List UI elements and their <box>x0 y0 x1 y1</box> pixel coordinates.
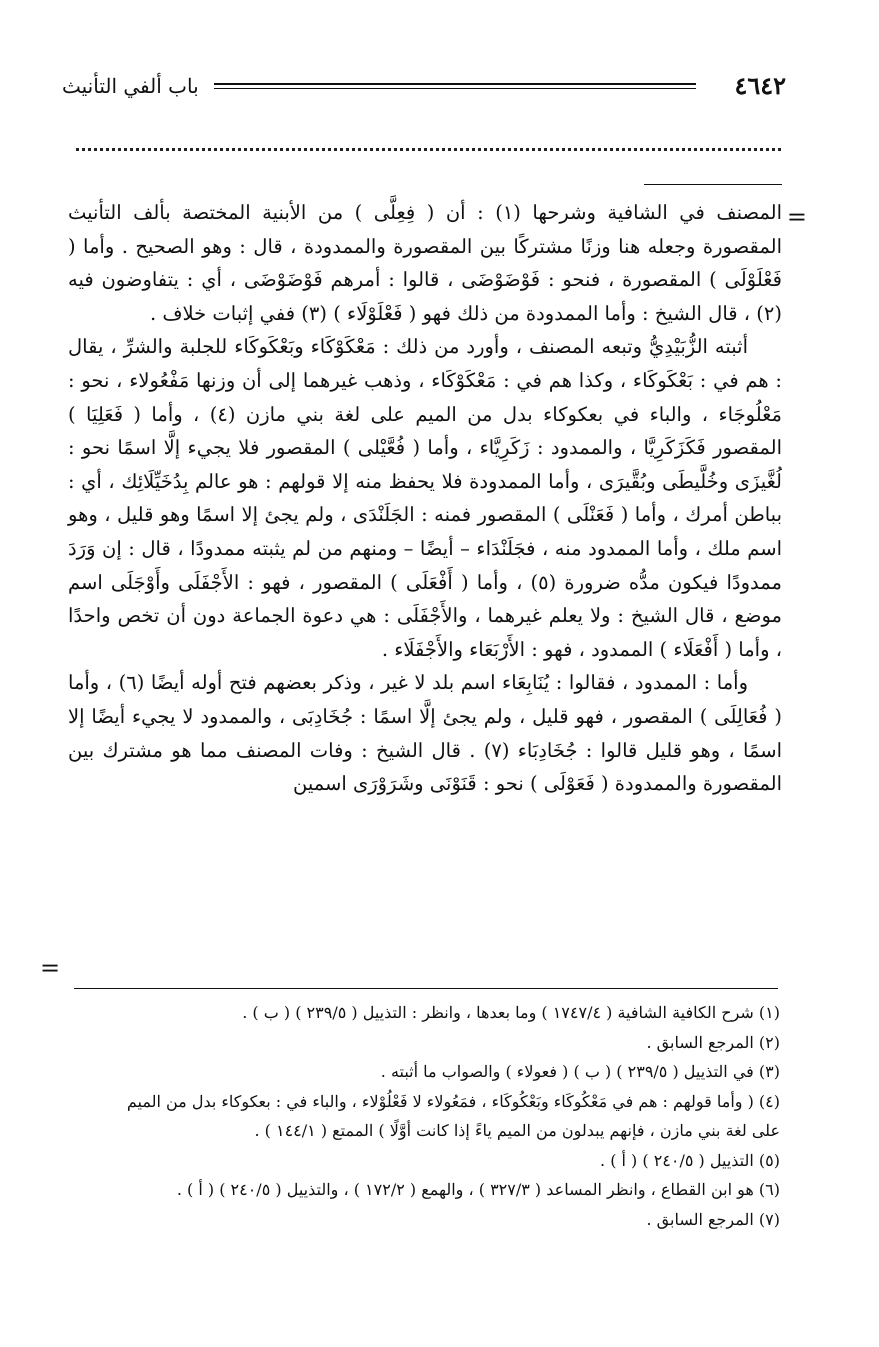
footnote: (٥) التذييل ( ٢٤٠/٥ ) ( أ ) . <box>600 1150 780 1170</box>
paragraph: وأما : الممدود ، فقالوا : يُنَابِعَاء اسم بلد لا غير ، وذكر بعضهم فتح أوله أيضًا (٦) ، وأما ( فُعَالِلَى ) المقصور ، فهو قليل ، ولم يجئ إلَّا اسمًا : جُخَادِبَى ، والممدود لا يجيء أيضًا إلا اسمًا ، وهو قليل قالوا : جُخَادِبَاء (٧) . قال الشيخ : وفات المصنف مما هو مشترك بين المقصورة والممدودة ( فَعَوْلَى ) نحو : قَنَوْنَى وشَرَوْرَى اسمين <box>68 671 782 796</box>
dotted-separator <box>76 148 781 151</box>
footnote-continuation: على لغة بني مازن ، فإنهم يبدلون من الميم ياءً إذا كانت أوَّلًا ) الممتع ( ١٤٤/١ ) . <box>254 1121 780 1140</box>
footnote-rule <box>74 988 778 989</box>
footnote: (٢) المرجع السابق . <box>646 1032 780 1052</box>
footnote: (٧) المرجع السابق . <box>646 1209 780 1229</box>
paragraph: المصنف في الشافية وشرحها (١) : أن ( فِعِلَّى ) من الأبنية المختصة بألف التأنيث المقصورة وجعله هنا وزنًا مشتركًا بين المقصورة والممدودة ، قال : وهو الصحيح . وأما ( فَعْلَوْلَى ) المقصورة ، فنحو : فَوْضَوْضَى ، قالوا : أمرهم فَوْضَوْضَى ، أي : يتفاوضون فيه (٢) ، قال الشيخ : وأما الممدودة من ذلك فهو ( فَعْلَوْلَاء ) (٣) ففي إثبات خلاف . <box>68 201 783 325</box>
continuation-mark-start: = <box>786 203 807 231</box>
main-text <box>68 196 782 801</box>
paragraph: أثبته الزُّبَيْدِيُّ وتبعه المصنف ، وأورد من ذلك : مَعْكَوْكَاء وبَعْكَوكَاء للجلبة والشرِّ ، يقال : هم في : بَعْكَوكَاء ، وكذا هم في : مَعْكَوْكَاء ، وذهب غيرهما إلى أن وزنها مَفْعُولاء ، نحو : مَعْلُوجَاء ، والباء في بعكوكاء بدل من الميم على لغة بني مازن (٤) ، وأما ( فَعَلِيَا ) المقصور فَكَزَكَرِيَّا ، والممدود : زَكَرِيَّاء ، وأما ( فُعَّيْلى ) المقصور فلا يجيء إلَّا اسمًا نحو : لُغَّيزَى وخُلَّيطَى وبُقَّيرَى ، وأما الممدودة فلا يحفظ منه إلا قولهم : هو عالم بِدُخَيِّلَائِك ، أي : بباطن أمرك ، وأما ( فَعَنْلَى ) المقصور فمنه : الجَلَنْدَى ، ولم يجئ إلا اسمًا وهو قليل ، وهو اسم ملك ، وأما الممدود منه ، فجَلَنْدَاء – أيضًا – ومنهم من لم يثبته ممدودًا ، قال : إن وَرَدَ ممدودًا فيكون مدُّه ضرورة (٥) ، وأما ( أَفْعَلَى ) المقصور ، فهو : الأَجْفَلَى وأَوْجَلَى اسم موضع ، قال الشيخ : ولا يعلم غيرهما ، والأَجْفَلَى : هي دعوة الجماعة دون أن تخص واحدًا ، وأما ( أَفْعَلَاء ) الممدود ، فهو : الأَرْبَعَاء والأَجْفَلَاء . <box>68 335 783 661</box>
footnote: (١) شرح الكافية الشافية ( ١٧٤٧/٤ ) وما بعدها ، وانظر : التذييل ( ٢٣٩/٥ ) ( ب ) . <box>242 1003 780 1022</box>
footnotes <box>68 998 780 1234</box>
footnote: (٤) ( وأما قولهم : هم في مَعْكُوكَاء وبَعْكُوكَاء ، فمَعُولاء لا فَعْلُوْلاء ، والباء في : بعكوكاء بدل من الميم <box>126 1091 780 1111</box>
chapter-title: باب ألفي التأنيث <box>62 74 199 98</box>
header-rule <box>214 83 696 89</box>
running-header <box>62 66 786 106</box>
footnote: (٣) في التذييل ( ٢٣٩/٥ ) ( ب ) ( فعولاء ) والصواب ما أثبته . <box>380 1062 780 1081</box>
section-rule <box>644 184 782 185</box>
continuation-mark-end: = <box>40 954 61 982</box>
page-number: ٤٦٤٢ <box>734 71 786 100</box>
footnote: (٦) هو ابن القطاع ، وانظر المساعد ( ٣٢٧/٣ ) ، والهمع ( ١٧٢/٢ ) ، والتذييل ( ٢٤٠/٥ ) ( أ ) . <box>176 1180 780 1199</box>
